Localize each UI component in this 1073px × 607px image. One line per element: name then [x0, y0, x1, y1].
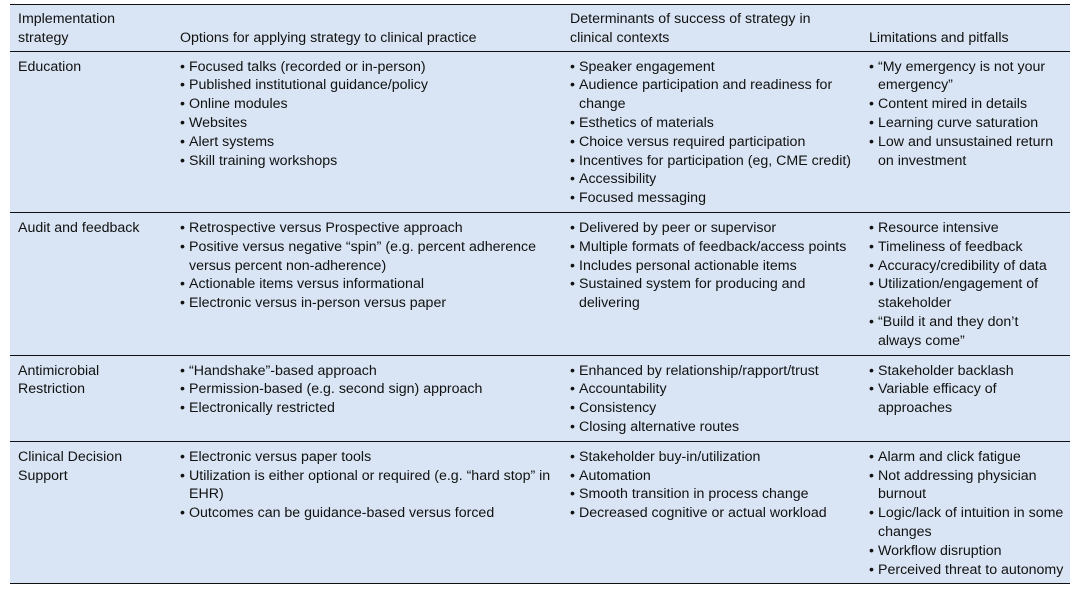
implementation-strategies-table [10, 4, 1070, 584]
determinant-item: • Delivered by peer or supervisor [570, 219, 855, 238]
option-item: • Websites [180, 114, 556, 133]
table-row [10, 355, 1070, 441]
determinant-item: • Accountability [570, 380, 855, 399]
limitation-item: • Learning curve saturation [869, 114, 1064, 133]
option-item: • Electronic versus paper tools [180, 448, 556, 467]
bullet-list [869, 362, 1064, 418]
strategy-cell: Clinical Decision Support [18, 448, 123, 484]
option-item: • Positive versus negative “spin” (e.g. percent adherence versus percent non-adherence) [180, 238, 556, 276]
limitation-item: • “My emergency is not your emergency” [869, 58, 1064, 96]
limitation-item: • Not addressing physician burnout [869, 467, 1064, 505]
table-row [10, 51, 1070, 212]
table-row [10, 212, 1070, 355]
option-item: • Alert systems [180, 133, 556, 152]
determinant-item: • Sustained system for producing and delivering [570, 275, 855, 313]
table-body [10, 51, 1070, 584]
limitation-item: • Resource intensive [869, 219, 1064, 238]
limitation-item: • Perceived threat to autonomy [869, 561, 1064, 580]
determinants-cell [562, 441, 861, 584]
determinant-item: • Closing alternative routes [570, 418, 855, 437]
determinant-item: • Esthetics of materials [570, 114, 855, 133]
bullet-list [180, 362, 556, 418]
options-cell [172, 441, 562, 584]
bullet-list [869, 448, 1064, 580]
header-determinants: Determinants of success of strategy in clinical contexts [570, 11, 811, 46]
limitations-cell [861, 355, 1070, 441]
options-cell [172, 212, 562, 355]
header-implementation-strategy: Implementation strategy [18, 11, 115, 46]
strategy-cell: Education [18, 58, 82, 75]
determinant-item: • Speaker engagement [570, 58, 855, 77]
determinant-item: • Accessibility [570, 170, 855, 189]
determinant-item: • Decreased cognitive or actual workload [570, 504, 855, 523]
option-item: • Electronic versus in-person versus paper [180, 294, 556, 313]
determinant-item: • Multiple formats of feedback/access points [570, 238, 855, 257]
bullet-list [180, 448, 556, 523]
limitations-cell [861, 441, 1070, 584]
limitation-item: • “Build it and they don’t always come” [869, 313, 1064, 351]
determinants-cell [562, 51, 861, 212]
limitation-item: • Logic/lack of intuition in some changes [869, 504, 1064, 542]
option-item: • Utilization is either optional or required (e.g. “hard stop” in EHR) [180, 467, 556, 505]
limitation-item: • Accuracy/credibility of data [869, 257, 1064, 276]
bullet-list [570, 219, 855, 313]
limitation-item: • Alarm and click fatigue [869, 448, 1064, 467]
determinant-item: • Automation [570, 467, 855, 486]
option-item: • Published institutional guidance/policy [180, 76, 556, 95]
strategy-cell: Antimicrobial Restriction [18, 362, 100, 398]
limitation-item: • Low and unsustained return on investment [869, 133, 1064, 171]
option-item: • Electronically restricted [180, 399, 556, 418]
limitation-item: • Content mired in details [869, 95, 1064, 114]
limitation-item: • Utilization/engagement of stakeholder [869, 275, 1064, 313]
determinants-cell [562, 355, 861, 441]
bullet-list [869, 219, 1064, 351]
table-header [10, 5, 1070, 52]
determinant-item: • Consistency [570, 399, 855, 418]
strategy-cell: Audit and feedback [18, 219, 140, 236]
limitation-item: • Stakeholder backlash [869, 362, 1064, 381]
determinant-item: • Enhanced by relationship/rapport/trust [570, 362, 855, 381]
determinant-item: • Stakeholder buy-in/utilization [570, 448, 855, 467]
table-row [10, 441, 1070, 584]
determinant-item: • Focused messaging [570, 189, 855, 208]
determinant-item: • Choice versus required participation [570, 133, 855, 152]
option-item: • Permission-based (e.g. second sign) approach [180, 380, 556, 399]
bullet-list [180, 58, 556, 171]
limitations-cell [861, 51, 1070, 212]
determinant-item: • Includes personal actionable items [570, 257, 855, 276]
header-options: Options for applying strategy to clinical practice [180, 29, 477, 46]
option-item: • Retrospective versus Prospective approach [180, 219, 556, 238]
option-item: • Online modules [180, 95, 556, 114]
limitation-item: • Timeliness of feedback [869, 238, 1064, 257]
bullet-list [869, 58, 1064, 171]
header-limitations: Limitations and pitfalls [869, 29, 1009, 46]
limitation-item: • Variable efficacy of approaches [869, 380, 1064, 418]
determinants-cell [562, 212, 861, 355]
determinant-item: • Smooth transition in process change [570, 485, 855, 504]
option-item: • Skill training workshops [180, 152, 556, 171]
limitation-item: • Workflow disruption [869, 542, 1064, 561]
bullet-list [570, 448, 855, 523]
bullet-list [180, 219, 556, 313]
bullet-list [570, 58, 855, 208]
determinant-item: • Incentives for participation (eg, CME credit) [570, 152, 855, 171]
option-item: • Focused talks (recorded or in-person) [180, 58, 556, 77]
bullet-list [570, 362, 855, 437]
option-item: • “Handshake”-based approach [180, 362, 556, 381]
options-cell [172, 355, 562, 441]
determinant-item: • Audience participation and readiness for change [570, 76, 855, 114]
option-item: • Outcomes can be guidance-based versus forced [180, 504, 556, 523]
limitations-cell [861, 212, 1070, 355]
option-item: • Actionable items versus informational [180, 275, 556, 294]
header-row [10, 5, 1070, 52]
options-cell [172, 51, 562, 212]
